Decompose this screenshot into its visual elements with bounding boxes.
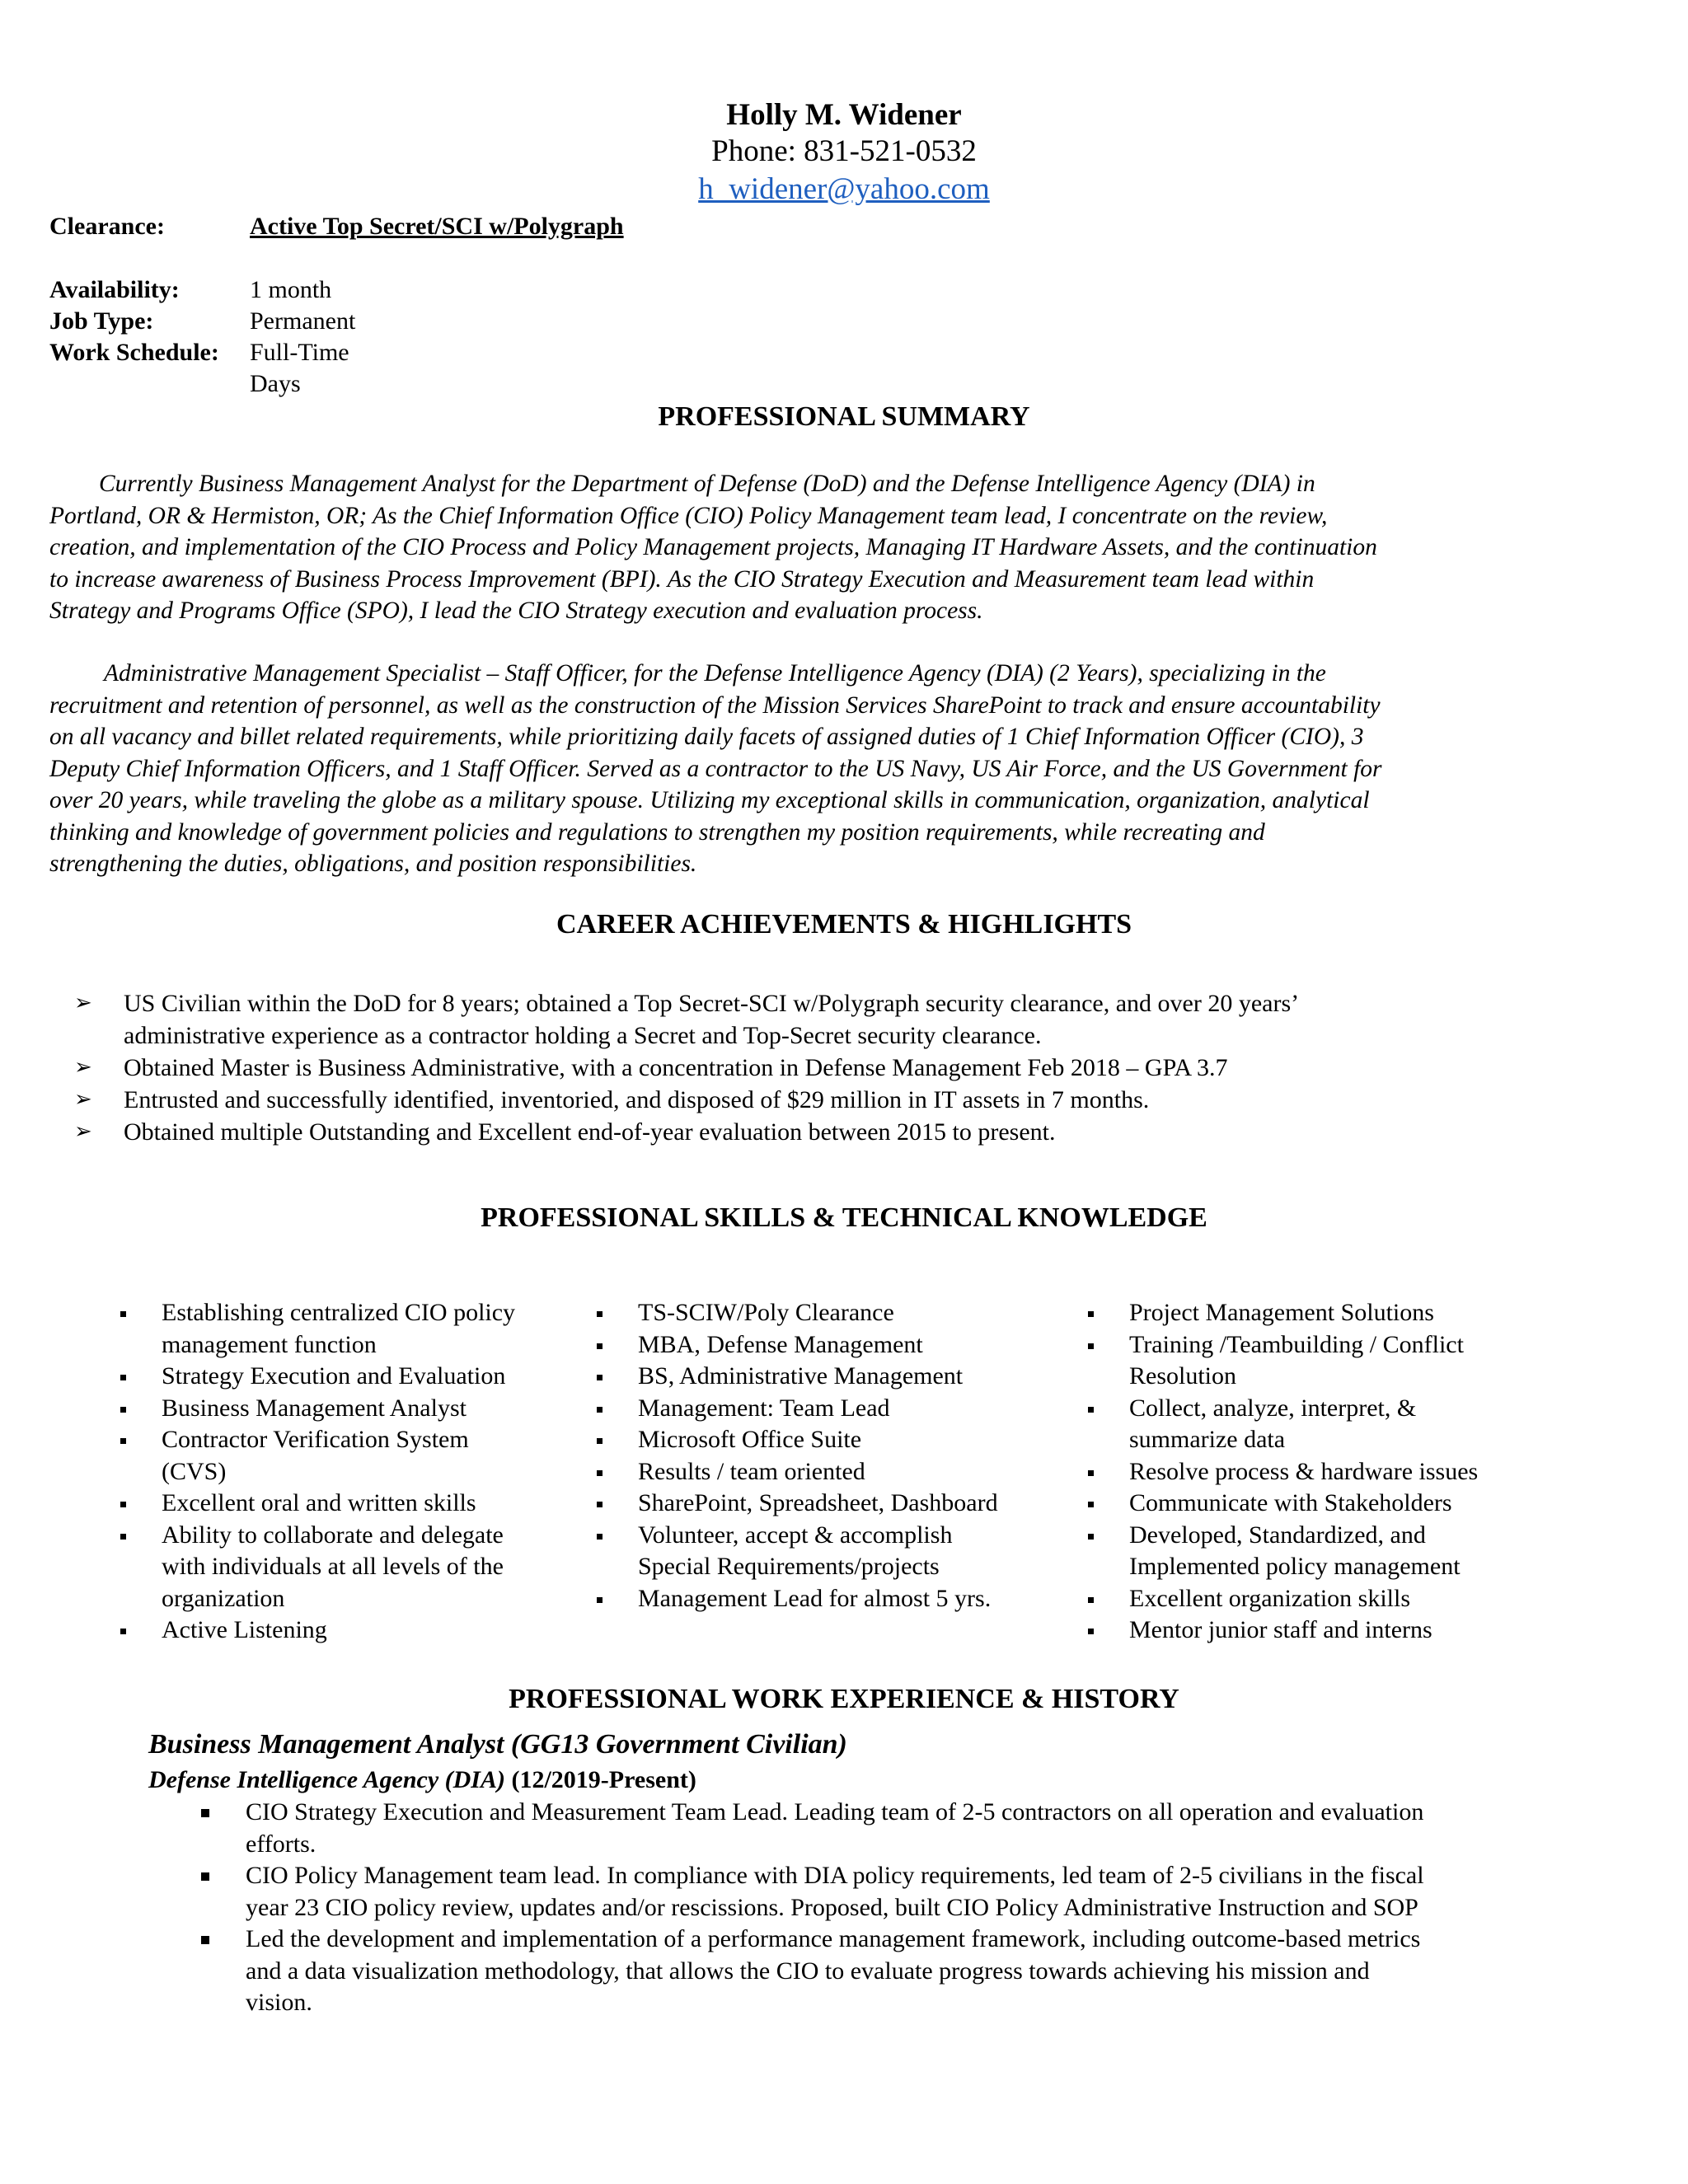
square-bullet-icon xyxy=(120,1438,126,1444)
skill-item: Communicate with Stakeholders xyxy=(1085,1488,1596,1520)
summary-line: Deputy Chief Information Officers, and 1 Staff Officer. Served as a contractor to the US Navy, US Air Force, and the US Government for xyxy=(49,755,1382,782)
email-link[interactable]: h_widener@yahoo.com xyxy=(698,172,990,206)
skill-item: Management: Team Lead xyxy=(593,1393,1063,1425)
skill-item: Mentor junior staff and interns xyxy=(1085,1615,1596,1647)
square-bullet-icon xyxy=(597,1343,603,1349)
clearance-label: Clearance: xyxy=(49,213,165,240)
summary-line: thinking and knowledge of government policies and regulations to strengthen my position requirements, while recreating and xyxy=(49,818,1265,846)
candidate-name: Holly M. Widener xyxy=(726,98,962,132)
skill-item: Management Lead for almost 5 yrs. xyxy=(593,1583,1063,1615)
skill-item: Strategy Execution and Evaluation xyxy=(117,1361,579,1393)
skill-item: Business Management Analyst xyxy=(117,1393,579,1425)
square-bullet-icon xyxy=(120,1502,126,1507)
availability-value: 1 month xyxy=(250,276,332,303)
square-bullet-icon xyxy=(120,1534,126,1540)
skill-item: SharePoint, Spreadsheet, Dashboard xyxy=(593,1488,1063,1520)
skill-item: Ability to collaborate and delegate with individuals at all levels of the organization xyxy=(117,1520,579,1615)
square-bullet-icon xyxy=(597,1502,603,1507)
summary-title: PROFESSIONAL SUMMARY xyxy=(658,401,1030,432)
experience-title: PROFESSIONAL WORK EXPERIENCE & HISTORY xyxy=(509,1684,1179,1714)
square-bullet-icon xyxy=(120,1311,126,1317)
achievement-item: ➢ US Civilian within the DoD for 8 years; obtained a Top Secret-SCI w/Polygraph security clearance, and over 20 years’ administrative experience as a contractor holding a Secret and Top-Secret security clearance. xyxy=(74,987,1607,1052)
summary-line: creation, and implementation of the CIO Process and Policy Management projects, Managing IT Hardware Assets, and the continuation xyxy=(49,534,1377,560)
square-bullet-icon xyxy=(597,1407,603,1413)
summary-line: over 20 years, while traveling the globe as a military spouse. Utilizing my exceptional skills in communication, organization, analytical xyxy=(49,787,1370,813)
schedule-value-1: Full-Time xyxy=(250,339,349,366)
skill-item: Excellent oral and written skills xyxy=(117,1488,579,1520)
square-bullet-icon xyxy=(1088,1502,1094,1507)
schedule-label: Work Schedule: xyxy=(49,339,219,366)
phone-number: Phone: 831-521-0532 xyxy=(711,134,977,168)
skill-item: Resolve process & hardware issues xyxy=(1085,1456,1596,1488)
square-bullet-icon xyxy=(1088,1311,1094,1317)
summary-line: Currently Business Management Analyst for the Department of Defense (DoD) and the Defense Intelligence Agency (DIA) in xyxy=(99,471,1315,497)
schedule-value-2: Days xyxy=(250,370,301,397)
job-duties-list xyxy=(198,1797,1599,2019)
skill-item: Project Management Solutions xyxy=(1085,1297,1596,1329)
summary-line: Portland, OR & Hermiston, OR; As the Chief Information Office (CIO) Policy Management team lead, I concentrate on the review, xyxy=(49,502,1328,529)
arrow-bullet-icon: ➢ xyxy=(74,1119,92,1144)
skill-item: Excellent organization skills xyxy=(1085,1583,1596,1615)
square-bullet-icon xyxy=(1088,1407,1094,1413)
availability-label: Availability: xyxy=(49,276,180,303)
achievement-item: ➢ Entrusted and successfully identified, inventoried, and disposed of $29 million in IT assets in 7 months. xyxy=(74,1084,1607,1116)
job-duty-item: CIO Strategy Execution and Measurement Team Lead. Leading team of 2-5 contractors on all operation and evaluation efforts. xyxy=(198,1797,1599,1860)
skill-item: MBA, Defense Management xyxy=(593,1329,1063,1361)
square-bullet-icon xyxy=(201,1872,209,1881)
square-bullet-icon xyxy=(120,1375,126,1380)
summary-line: recruitment and retention of personnel, as well as the construction of the Mission Services SharePoint to track and ensure accountability xyxy=(49,691,1381,719)
square-bullet-icon xyxy=(1088,1534,1094,1540)
skill-item: Microsoft Office Suite xyxy=(593,1424,1063,1456)
square-bullet-icon xyxy=(1088,1470,1094,1476)
square-bullet-icon xyxy=(1088,1629,1094,1634)
square-bullet-icon xyxy=(597,1534,603,1540)
organization-name: Defense Intelligence Agency (DIA) xyxy=(148,1766,505,1793)
skill-item: TS-SCIW/Poly Clearance xyxy=(593,1297,1063,1329)
achievements-list xyxy=(74,987,1607,1148)
skill-item: Training /Teambuilding / Conflict Resolution xyxy=(1085,1329,1596,1393)
square-bullet-icon xyxy=(597,1597,603,1603)
job-type-value: Permanent xyxy=(250,307,356,335)
arrow-bullet-icon: ➢ xyxy=(74,1087,92,1112)
skills-column-2 xyxy=(593,1297,1063,1615)
job-organization xyxy=(148,1766,696,1794)
skills-title: PROFESSIONAL SKILLS & TECHNICAL KNOWLEDGE xyxy=(481,1202,1207,1233)
skill-item: Collect, analyze, interpret, & summarize data xyxy=(1085,1393,1596,1456)
summary-line: to increase awareness of Business Process Improvement (BPI). As the CIO Strategy Execution and Measurement team lead within xyxy=(49,565,1315,593)
square-bullet-icon xyxy=(1088,1343,1094,1349)
square-bullet-icon xyxy=(597,1438,603,1444)
skill-item: BS, Administrative Management xyxy=(593,1361,1063,1393)
summary-line: Strategy and Programs Office (SPO), I lead the CIO Strategy execution and evaluation process. xyxy=(49,598,983,624)
summary-line: strengthening the duties, obligations, and position responsibilities. xyxy=(49,851,697,877)
job-duty-item: Led the development and implementation of a performance management framework, including outcome-based metrics and a data visualization methodology, that allows the CIO to evaluate progress towards achieving his mission and vision. xyxy=(198,1924,1599,2019)
square-bullet-icon xyxy=(597,1311,603,1317)
achievements-title: CAREER ACHIEVEMENTS & HIGHLIGHTS xyxy=(556,909,1132,940)
square-bullet-icon xyxy=(1088,1597,1094,1603)
job-dates: (12/2019-Present) xyxy=(504,1766,696,1793)
achievement-item: ➢ Obtained multiple Outstanding and Excellent end-of-year evaluation between 2015 to present. xyxy=(74,1116,1607,1148)
job-duty-item: CIO Policy Management team lead. In compliance with DIA policy requirements, led team of 2-5 civilians in the fiscal year 23 CIO policy review, updates and/or rescissions. Proposed, built CIO Policy Administrative Instruction and SOP xyxy=(198,1860,1599,1924)
skill-item: Volunteer, accept & accomplish Special Requirements/projects xyxy=(593,1520,1063,1583)
summary-line: on all vacancy and billet related requirements, while prioritizing daily facets of assigned duties of 1 Chief Information Officer (CIO), 3 xyxy=(49,724,1364,750)
skill-item: Contractor Verification System (CVS) xyxy=(117,1424,579,1488)
achievement-item: ➢ Obtained Master is Business Administrative, with a concentration in Defense Management Feb 2018 – GPA 3.7 xyxy=(74,1052,1607,1084)
summary-paragraph-2 xyxy=(49,658,1574,880)
square-bullet-icon xyxy=(597,1375,603,1380)
square-bullet-icon xyxy=(597,1470,603,1476)
square-bullet-icon xyxy=(201,1936,209,1944)
summary-line: Administrative Management Specialist – Staff Officer, for the Defense Intelligence Agency (DIA) (2 Years), specializing in the xyxy=(104,660,1326,687)
skills-column-3 xyxy=(1085,1297,1596,1647)
skills-column-1 xyxy=(117,1297,579,1647)
arrow-bullet-icon: ➢ xyxy=(74,991,92,1015)
square-bullet-icon xyxy=(201,1809,209,1817)
job-title: Business Management Analyst (GG13 Government Civilian) xyxy=(148,1729,847,1760)
skill-item: Developed, Standardized, and Implemented policy management xyxy=(1085,1520,1596,1583)
skill-item: Results / team oriented xyxy=(593,1456,1063,1488)
square-bullet-icon xyxy=(120,1407,126,1413)
arrow-bullet-icon: ➢ xyxy=(74,1055,92,1080)
skill-item: Active Listening xyxy=(117,1615,579,1647)
job-type-label: Job Type: xyxy=(49,307,154,335)
clearance-value: Active Top Secret/SCI w/Polygraph xyxy=(250,213,624,240)
square-bullet-icon xyxy=(120,1629,126,1634)
summary-paragraph-1 xyxy=(49,468,1574,627)
skill-item: Establishing centralized CIO policy management function xyxy=(117,1297,579,1361)
